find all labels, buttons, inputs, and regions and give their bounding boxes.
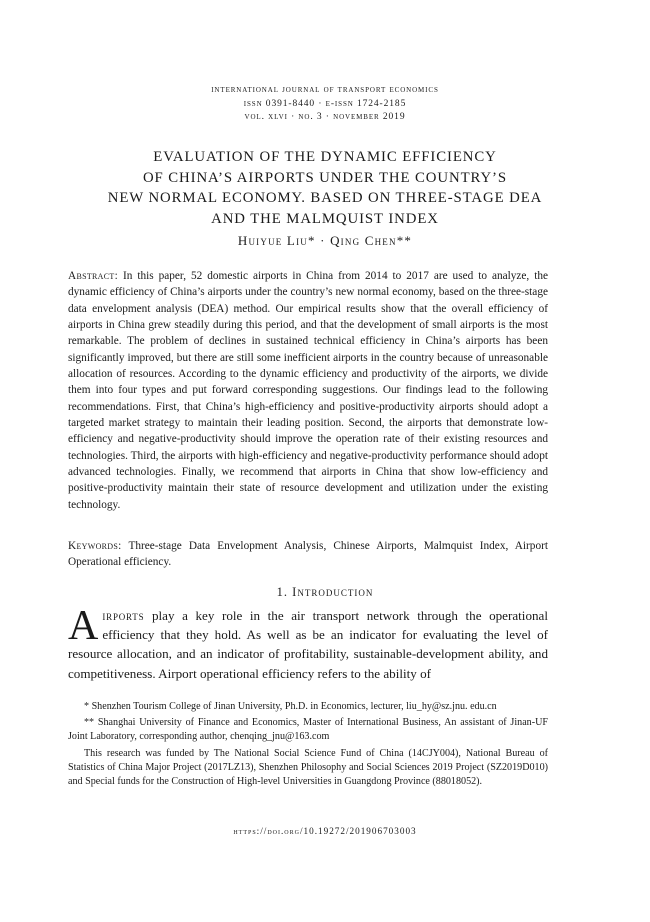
title-line-4: AND THE MALMQUIST INDEX [211, 210, 439, 227]
keywords [68, 538, 548, 571]
title-line-3: NEW NORMAL ECONOMY. BASED ON THREE-STAGE DEA [107, 190, 543, 206]
journal-name: international journal of transport economics [211, 85, 439, 95]
section-heading: 1. Introduction [276, 585, 374, 599]
footnote-author-1: * Shenzhen Tourism College of Jinan University, Ph.D. in Economics, lecturer, liu_hy@sz.jnu. edu.cn [84, 701, 497, 712]
abstract-text: In this paper, 52 domestic airports in China from 2014 to 2017 are used to analyze, the dynamic efficiency of China’s airports under the country’s new normal economy, based on the three-stage data envelopment analysis (DEA) method. Our empirical results show that the overall efficiency of airports in China grew steadily during this period, and that the development of small airports is the most remarkable. The problem of declines in sustained technical efficiency in China’s airports has been significantly improved, but there are still some inefficient airports in the country because of unreasonable allocation of resources. According to the dynamic efficiency and productivity of the airports, we divide them into four types and put forward corresponding suggestions. Our findings lead to the following recommendations. First, that China’s high-efficiency and positive-productivity airports should adopt a targeted market strategy to maintain their leading position. Second, the airports that demonstrate low-efficiency and negative-productivity should improve the operation rate of their existing resources and technologies. Third, the airports with high-efficiency and negative-productivity performance should adopt advanced technologies. Finally, we recommend that airports in China that show low-efficiency and positive-productivity maintain their state of resource development and utilization under the existing technology. [68, 270, 549, 511]
keywords-text: Three-stage Data Envelopment Analysis, Chinese Airports, Malmquist Index, Airport Operational efficiency. [68, 540, 548, 569]
abstract [68, 268, 548, 513]
abstract-label: Abstract: [68, 270, 119, 282]
footnote-author-2: ** Shanghai University of Finance and Economics, Master of International Business, An assistant of Jinan-UF Joint Laboratory, corresponding author, chenqing_jnu@163.com [68, 717, 548, 743]
title-line-1: EVALUATION OF THE DYNAMIC EFFICIENCY [153, 149, 497, 165]
journal-volume: vol. xlvi · no. 3 · november 2019 [244, 112, 406, 122]
footnotes [68, 700, 548, 791]
introduction-paragraph [68, 603, 548, 683]
drop-cap: A [68, 603, 99, 649]
title-line-2: OF CHINA’S AIRPORTS UNDER THE COUNTRY’S [142, 169, 508, 186]
doi-link[interactable]: https://doi.org/10.19272/201906703003 [233, 826, 417, 836]
first-word: irports [102, 608, 145, 623]
footnote-funding: This research was funded by The National Social Science Fund of China (14CJY004), National Bureau of Statistics of China Major Project (2017LZ13), Shenzhen Philosophy and Social Sciences 2019 Project (SZ2019D010) and Special funds for the Construction of High-level Universities in Guangdong Province (88018052). [68, 747, 548, 788]
journal-issn: issn 0391-8440 · e-issn 1724-2185 [243, 98, 407, 109]
authors: Huiyue Liu* · Qing Chen** [237, 233, 413, 248]
paper-title [60, 147, 590, 229]
introduction-text: play a key role in the air transport network through the operational efficiency that they hold. As well as be an indicator for evaluating the level of resource allocation, and an indicator of profitability, sustainable-development ability, and competitiveness. Airport operational efficiency refers to the ability of [68, 608, 548, 681]
keywords-label: Keywords: [68, 540, 122, 552]
journal-header [0, 84, 650, 125]
